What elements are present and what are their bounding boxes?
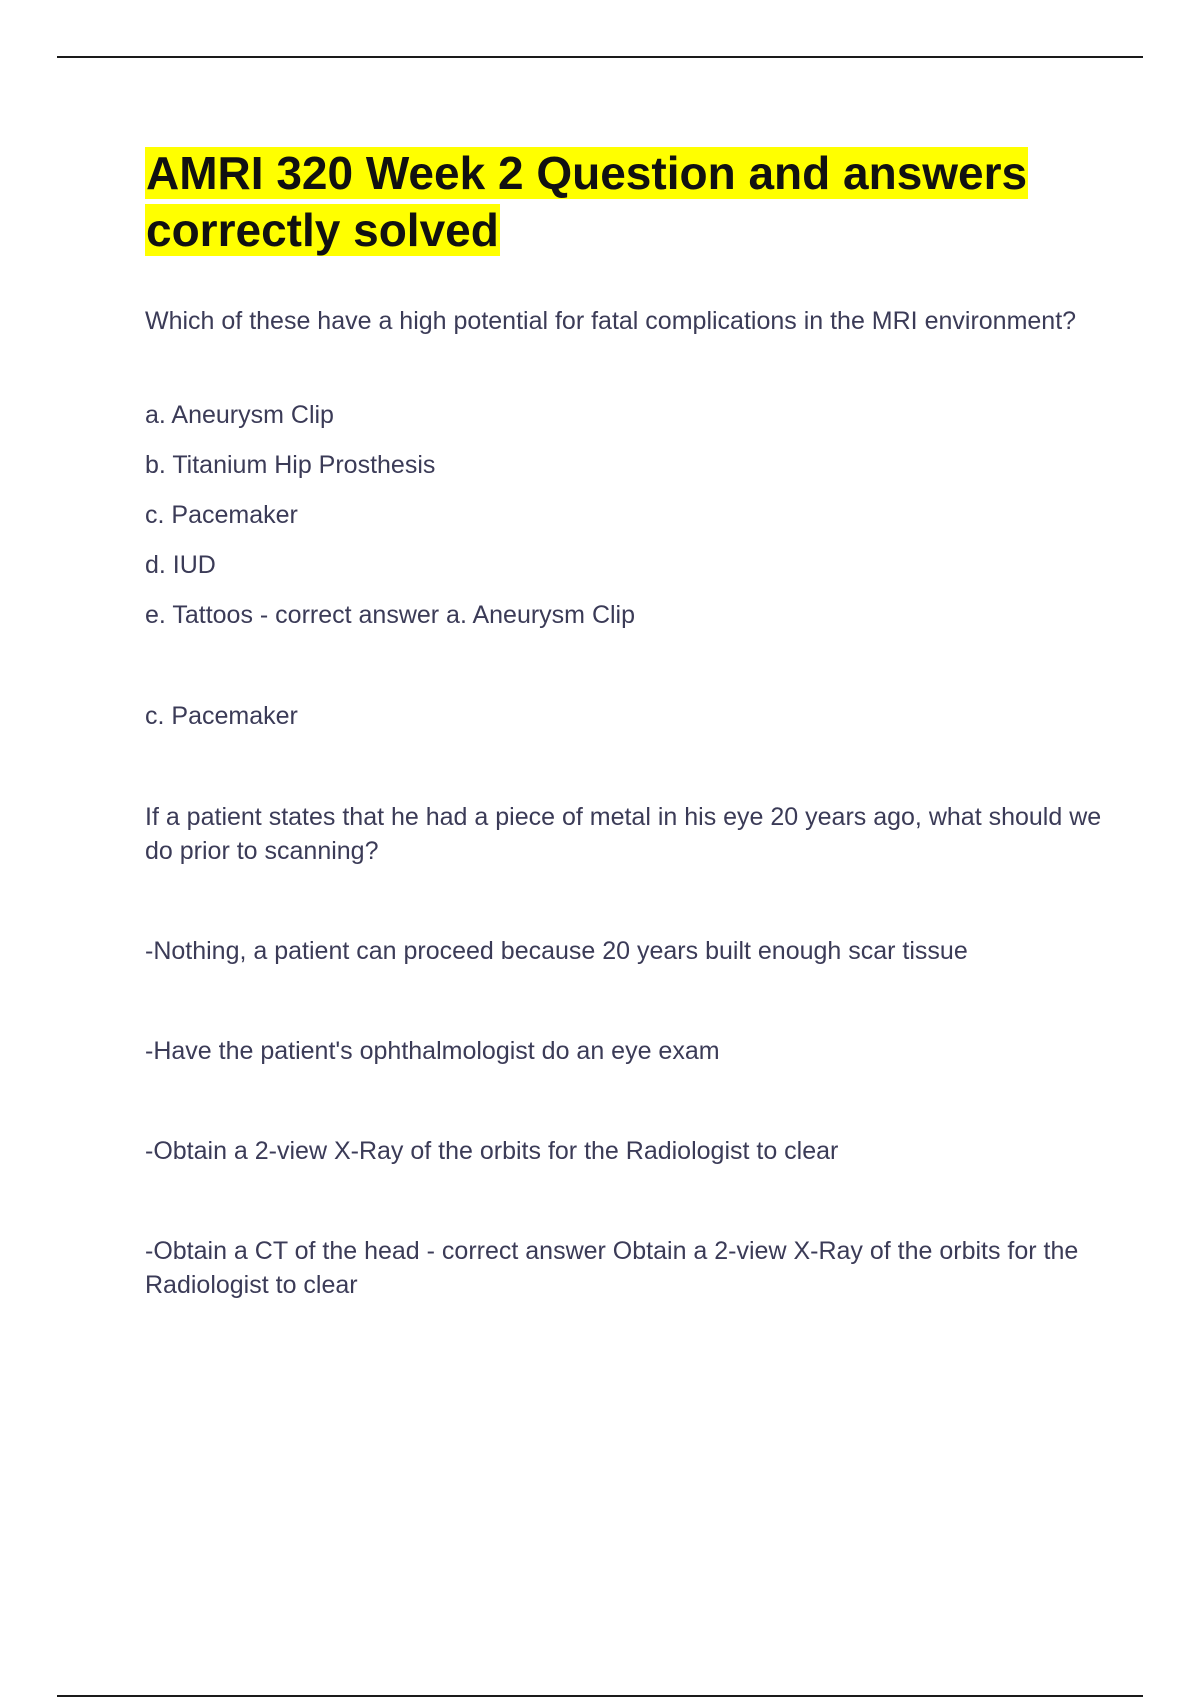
question-1-option-c: c. Pacemaker xyxy=(145,501,298,529)
question-2-option-3: -Obtain a 2-view X-Ray of the orbits for the Radiologist to clear xyxy=(145,1137,839,1165)
question-1-option-b: b. Titanium Hip Prosthesis xyxy=(145,451,436,479)
document-title xyxy=(145,145,1105,259)
document-body xyxy=(145,145,1105,1302)
question-1-option-d: d. IUD xyxy=(145,551,216,579)
question-2-text: If a patient states that he had a piece of metal in his eye 20 years ago, what should we do prior to scanning? xyxy=(145,803,1102,865)
title-highlight: AMRI 320 Week 2 Question and answers correctly solved xyxy=(146,147,1028,256)
question-2-option-1: -Nothing, a patient can proceed because 20 years built enough scar tissue xyxy=(145,937,968,965)
question-2-option-2: -Have the patient's ophthalmologist do an eye exam xyxy=(145,1037,720,1065)
question-1-text: Which of these have a high potential for fatal complications in the MRI environment? xyxy=(145,307,1077,335)
top-rule xyxy=(57,56,1143,58)
bottom-rule xyxy=(57,1695,1143,1697)
question-1-option-e-answer: e. Tattoos - correct answer a. Aneurysm Clip xyxy=(145,601,636,629)
question-1-extra-answer: c. Pacemaker xyxy=(145,702,298,730)
question-2-option-4-answer: -Obtain a CT of the head - correct answer Obtain a 2-view X-Ray of the orbits for the Radiologist to clear xyxy=(145,1237,1079,1299)
question-1-option-a: a. Aneurysm Clip xyxy=(145,401,334,429)
